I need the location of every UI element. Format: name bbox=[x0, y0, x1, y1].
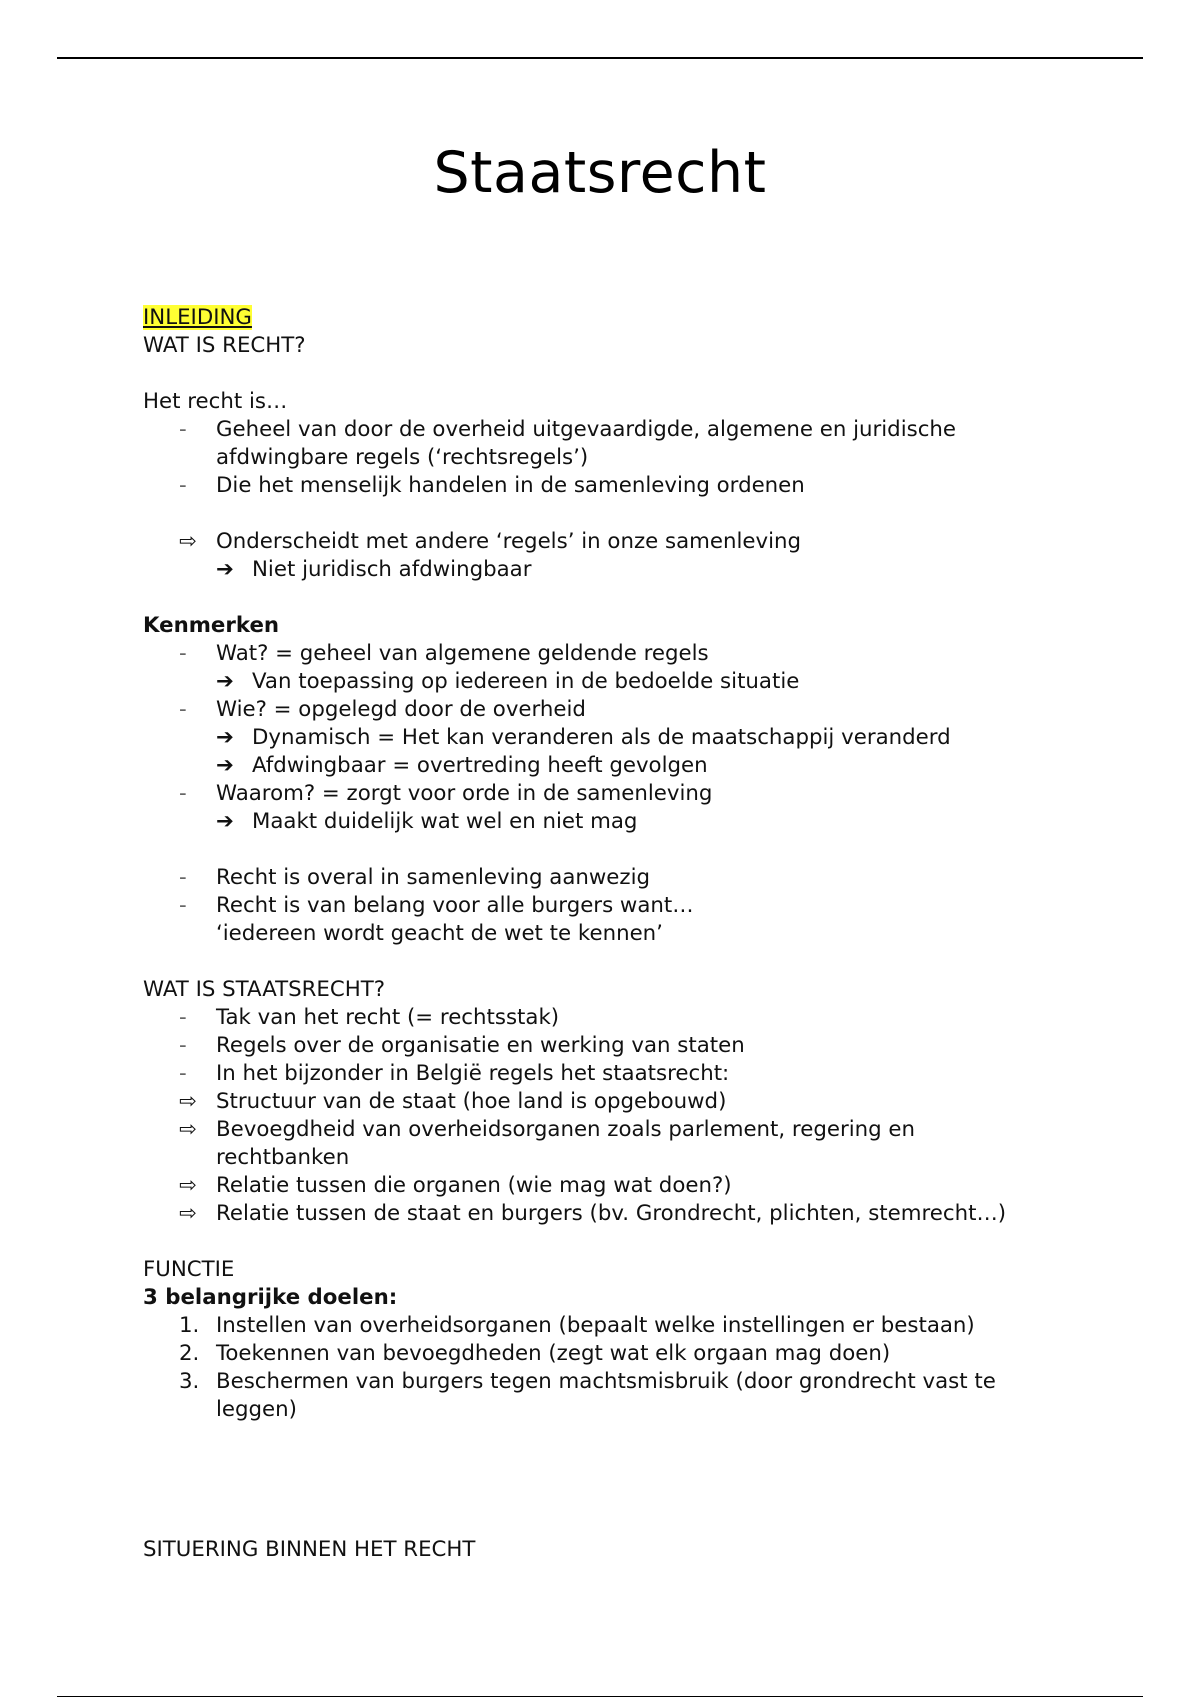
hollow-arrow-icon: ⇨ bbox=[179, 1201, 197, 1226]
list-item: - Geheel van door de overheid uitgevaardigde, algemene en juridische bbox=[179, 417, 957, 442]
bold-arrow-icon: ➔ bbox=[216, 669, 234, 694]
dash-marker: - bbox=[179, 1033, 187, 1058]
document-body bbox=[143, 304, 1133, 1564]
numbered-item: 1. Instellen van overheidsorganen (bepaalt welke instellingen er bestaan) bbox=[179, 1313, 975, 1338]
list-item: - Recht is van belang voor alle burgers want… bbox=[179, 893, 694, 918]
subheading-doelen: 3 belangrijke doelen: bbox=[143, 1285, 398, 1310]
list-item: - In het bijzonder in België regels het staatsrecht: bbox=[179, 1061, 730, 1086]
dash-marker: - bbox=[179, 865, 187, 890]
list-item: - Die het menselijk handelen in de samenleving ordenen bbox=[179, 473, 805, 498]
sub-arrow-item: ➔ Niet juridisch afdwingbaar bbox=[216, 557, 532, 582]
page-title: Staatsrecht bbox=[433, 140, 767, 206]
dash-marker: - bbox=[179, 473, 187, 498]
section-label-inleiding: INLEIDING bbox=[143, 305, 252, 330]
list-item: - Tak van het recht (= rechtsstak) bbox=[179, 1005, 560, 1030]
arrow-item: ⇨ Bevoegdheid van overheidsorganen zoals parlement, regering en bbox=[179, 1117, 916, 1142]
dash-marker: - bbox=[179, 781, 187, 806]
heading-kenmerken: Kenmerken bbox=[143, 613, 280, 638]
heading-wat-is-recht: WAT IS RECHT? bbox=[143, 333, 306, 358]
numbered-item-continuation: leggen) bbox=[216, 1397, 297, 1422]
dash-marker: - bbox=[179, 1005, 187, 1030]
dash-marker: - bbox=[179, 1061, 187, 1086]
dash-marker: - bbox=[179, 641, 187, 666]
sub-arrow-item: ➔ Van toepassing op iedereen in de bedoelde situatie bbox=[216, 669, 800, 694]
heading-wat-is-staatsrecht: WAT IS STAATSRECHT? bbox=[143, 977, 386, 1002]
bold-arrow-icon: ➔ bbox=[216, 725, 234, 750]
numbered-item: 3. Beschermen van burgers tegen machtsmisbruik (door grondrecht vast te bbox=[179, 1369, 996, 1394]
intro-text: Het recht is… bbox=[143, 389, 288, 414]
numbered-item: 2. Toekennen van bevoegdheden (zegt wat elk orgaan mag doen) bbox=[179, 1341, 891, 1366]
sub-arrow-item: ➔ Dynamisch = Het kan veranderen als de maatschappij veranderd bbox=[216, 725, 951, 750]
dash-marker: - bbox=[179, 417, 187, 442]
dash-marker: - bbox=[179, 893, 187, 918]
arrow-item: ⇨ Relatie tussen de staat en burgers (bv. Grondrecht, plichten, stemrecht…) bbox=[179, 1201, 1007, 1226]
dash-marker: - bbox=[179, 697, 187, 722]
list-number: 3. bbox=[179, 1369, 200, 1394]
hollow-arrow-icon: ⇨ bbox=[179, 529, 197, 554]
hollow-arrow-icon: ⇨ bbox=[179, 1117, 197, 1142]
bold-arrow-icon: ➔ bbox=[216, 557, 234, 582]
arrow-item: ⇨ Onderscheidt met andere ‘regels’ in onze samenleving bbox=[179, 529, 802, 554]
list-item: - Regels over de organisatie en werking van staten bbox=[179, 1033, 745, 1058]
list-number: 2. bbox=[179, 1341, 200, 1366]
bold-arrow-icon: ➔ bbox=[216, 809, 234, 834]
arrow-item-continuation: rechtbanken bbox=[216, 1145, 350, 1170]
list-number: 1. bbox=[179, 1313, 200, 1338]
heading-functie: FUNCTIE bbox=[143, 1257, 235, 1282]
header-rule bbox=[57, 57, 1143, 59]
footer-rule bbox=[57, 1696, 1143, 1697]
bold-arrow-icon: ➔ bbox=[216, 753, 234, 778]
sub-arrow-item: ➔ Maakt duidelijk wat wel en niet mag bbox=[216, 809, 638, 834]
list-item: - Wat? = geheel van algemene geldende regels bbox=[179, 641, 709, 666]
list-item-continuation: ‘iedereen wordt geacht de wet te kennen’ bbox=[216, 921, 663, 946]
heading-situering: SITUERING BINNEN HET RECHT bbox=[143, 1537, 476, 1562]
hollow-arrow-icon: ⇨ bbox=[179, 1173, 197, 1198]
list-item: - Waarom? = zorgt voor orde in de samenleving bbox=[179, 781, 713, 806]
list-item-continuation: afdwingbare regels (‘rechtsregels’) bbox=[216, 445, 589, 470]
arrow-item: ⇨ Relatie tussen die organen (wie mag wat doen?) bbox=[179, 1173, 732, 1198]
list-item: - Recht is overal in samenleving aanwezig bbox=[179, 865, 651, 890]
arrow-item: ⇨ Structuur van de staat (hoe land is opgebouwd) bbox=[179, 1089, 727, 1114]
hollow-arrow-icon: ⇨ bbox=[179, 1089, 197, 1114]
list-item: - Wie? = opgelegd door de overheid bbox=[179, 697, 586, 722]
sub-arrow-item: ➔ Afdwingbaar = overtreding heeft gevolgen bbox=[216, 753, 708, 778]
